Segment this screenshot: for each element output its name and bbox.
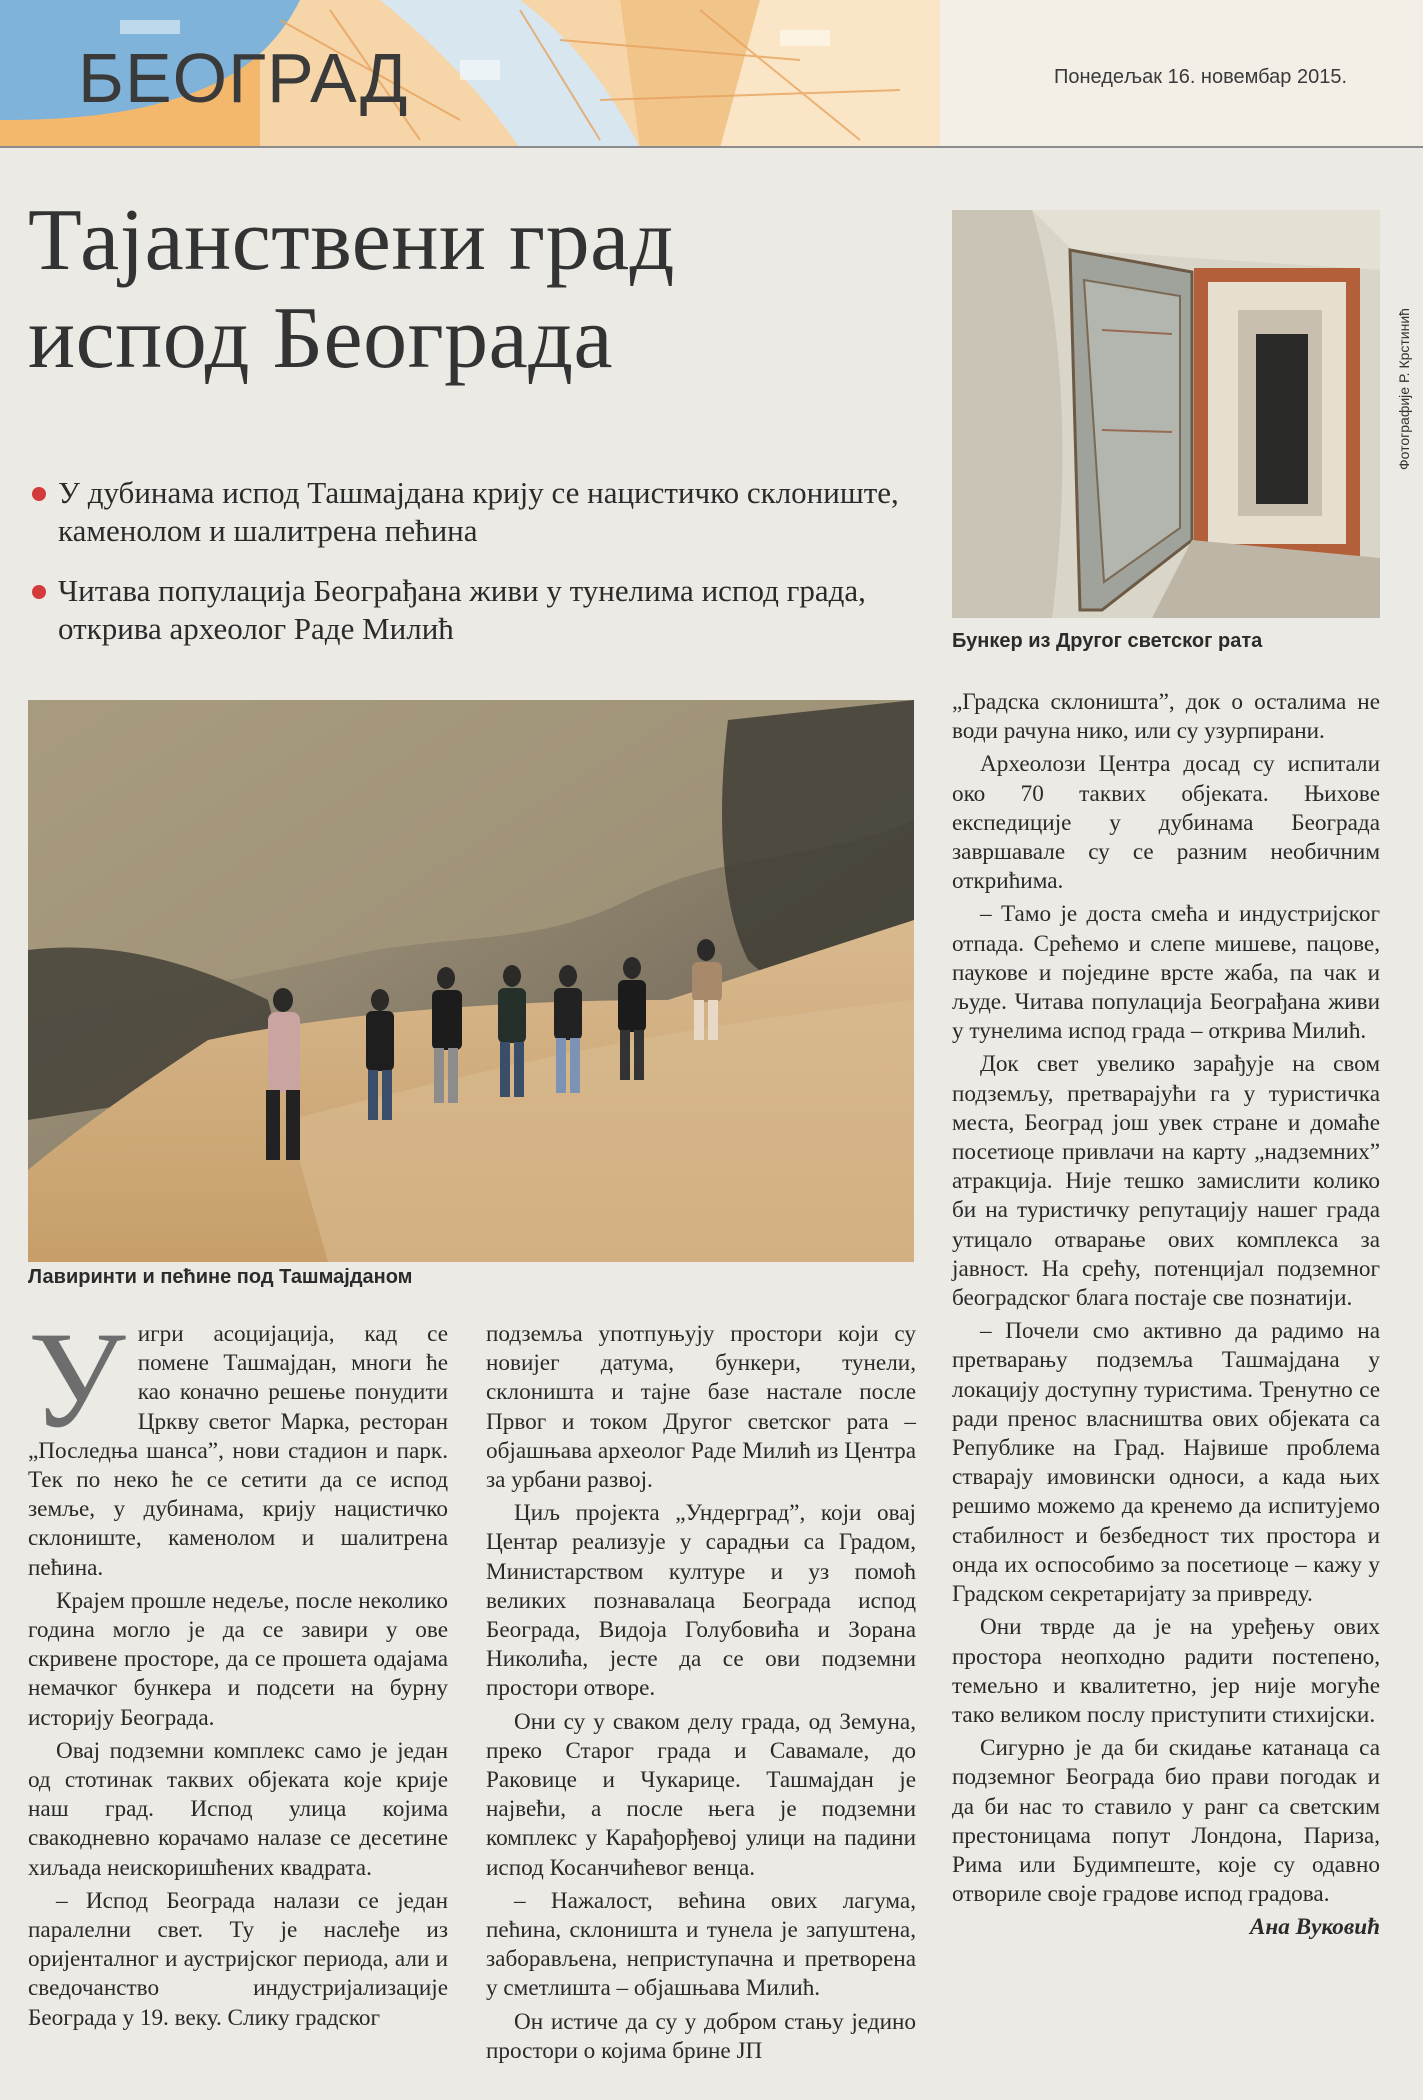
masthead bbox=[0, 0, 1423, 148]
highlight-bullet: У дубинама испод Ташмајдана крију се нацистичко склониште, каменолом и шалитрена пећина bbox=[28, 474, 908, 550]
article-paragraph: Док свет увелико зарађује на свом подземљу, претварајући га у туристичка места, Београд још увек стране и домаће посетиоце привлачи на карту „надземних” атракција. Није тешко замислити колико би на туристичку репутацију нашег града утицало отварање ових комплекса за јавност. На срећу, потенцијал подземног београдског блага постаје све познатији. bbox=[952, 1051, 1380, 1312]
cave-photo-caption: Лавиринти и пећине под Ташмајданом bbox=[28, 1266, 413, 1288]
article-paragraph: – Почели смо активно да радимо на претварању подземља Ташмајдана у локацију доступну туристима. Тренутно се ради пренос власништва ових објеката са Републике на Град. Највише проблема стварају имовински односи, а када њих решимо можемо да кренемо да испитујемо стабилност и безбедност тих простора и онда их оспособимо за посетиоце – кажу у Градском секретаријату за привреду. bbox=[952, 1318, 1380, 1608]
article-paragraph: „Градска склоништа”, док о осталима не води рачуна нико, или су узурпирани. bbox=[952, 689, 1380, 745]
article-paragraph: Циљ пројекта „Ундерград”, који овај Центар реализује у сарадњи са Градом, Министарством културе и уз помоћ великих познавалаца Београда испод Београда, Видоја Голубовића и Зорана Николића, јесте да се ови подземни простори отворе. bbox=[486, 1500, 916, 1702]
article-paragraph: Он истиче да су у добром стању једино простори о којима брине ЈП bbox=[486, 2008, 916, 2064]
highlight-bullet: Читава популација Београђана живи у тунелима испод града, открива археолог Раде Милић bbox=[28, 572, 908, 648]
headline-line-2: испод Београда bbox=[28, 290, 614, 387]
article-column-3 bbox=[952, 688, 1380, 1947]
bunker-photo bbox=[952, 210, 1380, 618]
cave-photo bbox=[28, 700, 914, 1262]
drop-cap: У bbox=[28, 1303, 126, 1456]
author-byline: Ана Вуковић bbox=[1249, 1914, 1380, 1941]
section-title: БЕОГРАД bbox=[78, 39, 409, 117]
article-paragraph: Они су у сваком делу града, од Земуна, преко Старог града и Савамале, до Раковице и Чукарице. Ташмајдан је највећи, а после њега је подземни комплекс у Карађорђевој улици на падини испод Косанчићевог венца. bbox=[486, 1708, 916, 1881]
article-paragraph: Сигурно је да би скидање катанаца са подземног Београда био прави погодак и да би нас то ставило у ранг са светским престоницама попут Лондона, Париза, Рима или Будимпеште, које су одавно отвориле своје градове испод градова. bbox=[952, 1735, 1380, 1908]
article-paragraph: Овај подземни комплекс само је један од стотинак таквих објеката које крије наш град. Испод улица којима свакодневно корачамо налазе се десетине хиљада неискоришћених квадрата. bbox=[28, 1737, 448, 1881]
article-headline bbox=[28, 192, 928, 388]
article-column-2 bbox=[486, 1320, 916, 2070]
cave-photo-image bbox=[28, 700, 914, 1262]
issue-date: Понедељак 16. новембар 2015. bbox=[1054, 66, 1347, 88]
photo-credit: Фотографије Р. Крстинић bbox=[1396, 308, 1412, 470]
article-paragraph: – Нажалост, већина ових лагума, пећина, склоништа и тунела је запуштена, заборављена, неприступачна и претворена у сметлишта – објашњава Милић. bbox=[486, 1887, 916, 2002]
article-paragraph: подземља употпуњују простори који су новијег датума, бункери, тунели, склоништа и тајне базе настале после Првог и током Другог светског рата – објашњава археолог Раде Милић из Центра за урбани развој. bbox=[486, 1321, 916, 1494]
highlight-bullets bbox=[28, 474, 908, 670]
bunker-photo-caption: Бункер из Другог светског рата bbox=[952, 630, 1263, 652]
masthead-divider bbox=[0, 146, 1423, 148]
article-paragraph: – Испод Београда налази се један паралелни свет. Ту је наслеђе из оријенталног и аустријског периода, али и сведочанство индустријализације Београда у 19. веку. Слику градског bbox=[28, 1887, 448, 2031]
article-paragraph: игри асоцијација, кад се помене Ташмајдан, многи ће као коначно решење понудити Цркву светог Марка, ресторан „Последња шанса”, нови стадион и парк. Тек по неко ће се сетити да се испод земље, у дубинама, крију нацистичко склониште, каменолом и шалитрена пећина. bbox=[28, 1321, 448, 1581]
article-paragraph: Они тврде да је на уређењу ових простора неопходно радити постепено, темељно и квалитетно, јер није могуће тако великом послу приступити стихијски. bbox=[952, 1614, 1380, 1728]
headline-line-1: Тајанствени град bbox=[28, 192, 675, 289]
bunker-photo-image bbox=[952, 210, 1380, 618]
article-column-1 bbox=[28, 1303, 448, 2037]
article-paragraph: Крајем прошле недеље, после неколико година могло је да се завири у ове скривене просторе, да се прошета одајама немачког бункера и подсети на бурну историју Београда. bbox=[28, 1587, 448, 1731]
article-paragraph: – Тамо је доста смећа и индустријског отпада. Срећемо и слепе мишеве, пацове, паукове и поједине врсте жаба, па чак и људе. Читава популација Београђана живи у тунелима испод града – открива Милић. bbox=[952, 901, 1380, 1045]
article-paragraph: Археолози Центра досад су испитали око 70 таквих објеката. Њихове експедиције у дубинама Београда завршавале су се разним необичним открићима. bbox=[952, 751, 1380, 895]
